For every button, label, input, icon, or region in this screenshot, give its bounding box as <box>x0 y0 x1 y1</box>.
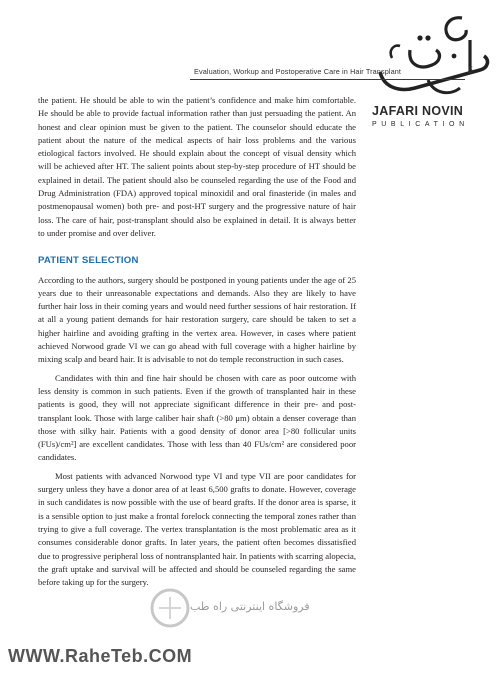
watermark-logo-icon <box>147 585 193 631</box>
paragraph: Most patients with advanced Norwood type VI and type VII are poor candidates for surgery unless they have a donor area of at least 6,500 grafts to donate. However, coverage in such candidates is now possible with the use of beard grafts. If the donor area is sparse, it is a sensible option to just make a frontal forelock connecting the temporal zones rather than trying to give a full coverage. The vertex transplantation is the most problematic area as it consumes considerable donor grafts. In later years, the patient often becomes dissatisfied due to progressive peripheral loss of nontransplanted hair. In patients with scarring alopecia, the graft uptake and survival will be affected and should be counseled regarding the same before taking up for the surgery. <box>38 470 356 588</box>
watermark-persian-text: فروشگاه اینترنتی راه طب <box>190 600 310 613</box>
page-number: 5 <box>468 65 474 75</box>
publisher-name: JAFARI NOVIN <box>372 104 464 118</box>
section-heading: PATIENT SELECTION <box>38 255 139 267</box>
paragraph: Candidates with thin and fine hair should be chosen with care as poor outcome with less density is common in such patients. Even if the growth of transplanted hair in these patients is good, they will not appreciate significant difference in their pre- and post-transplant look. Those with large caliber hair shaft (>80 μm) obtain a denser coverage than those with silky hair. Patients with a good density of donor area [>80 follicular units (FUs)/cm²] are excellent candidates. Those with less than 40 FUs/cm² are considered poor candidates. <box>38 372 356 463</box>
intro-paragraph: the patient. He should be able to win the patient’s confidence and make him comfortable. He should be able to provide factual information rather than just persuading the patient. An honest and clear opinion must be given to the patient. The counselor should educate the patient about the nature of the medical aspects of hair loss problems and the various etiological factors involved. He should explain about the concept of visual density which will be achieved after HT. The salient points about step-by-step procedure of HT should be explained in detail. The patient should also be counseled regarding the use of the Food and Drug Administration (FDA) approved topical minoxidil and oral finasteride (in males and postmenopausal women) both pre- and post-HT surgery and the progressive nature of hair loss. The care of hair, post-transplant should also be explained in detail. It is always better to under promise and over deliver. <box>38 95 356 238</box>
publisher-logo-icon <box>370 10 495 110</box>
page-body <box>38 94 356 589</box>
watermark-url: WWW.RaheTeb.COM <box>8 646 193 666</box>
paragraph: According to the authors, surgery should be postponed in young patients under the age of 25 years due to their unreasonable expectations and demands. Also they are likely to have further hair loss in their coming years and would need further sessions of hair restoration. If at all a young patient demands for hair restoration surgery, care should be taken to set a higher hairline and avoiding grafting in the vertex area. However, in cases where patient achieved Norwood grade VI we can go ahead with full coverage with a higher hairline by mixing scalp and beard hair. It is advisable to not do temple reconstruction in such cases. <box>38 274 356 365</box>
running-head: Evaluation, Workup and Postoperative Care in Hair Transplant <box>194 67 402 76</box>
publisher-logo-text <box>372 104 500 130</box>
header-rule <box>190 79 465 80</box>
publisher-subtitle: PUBLICATION <box>372 121 469 128</box>
